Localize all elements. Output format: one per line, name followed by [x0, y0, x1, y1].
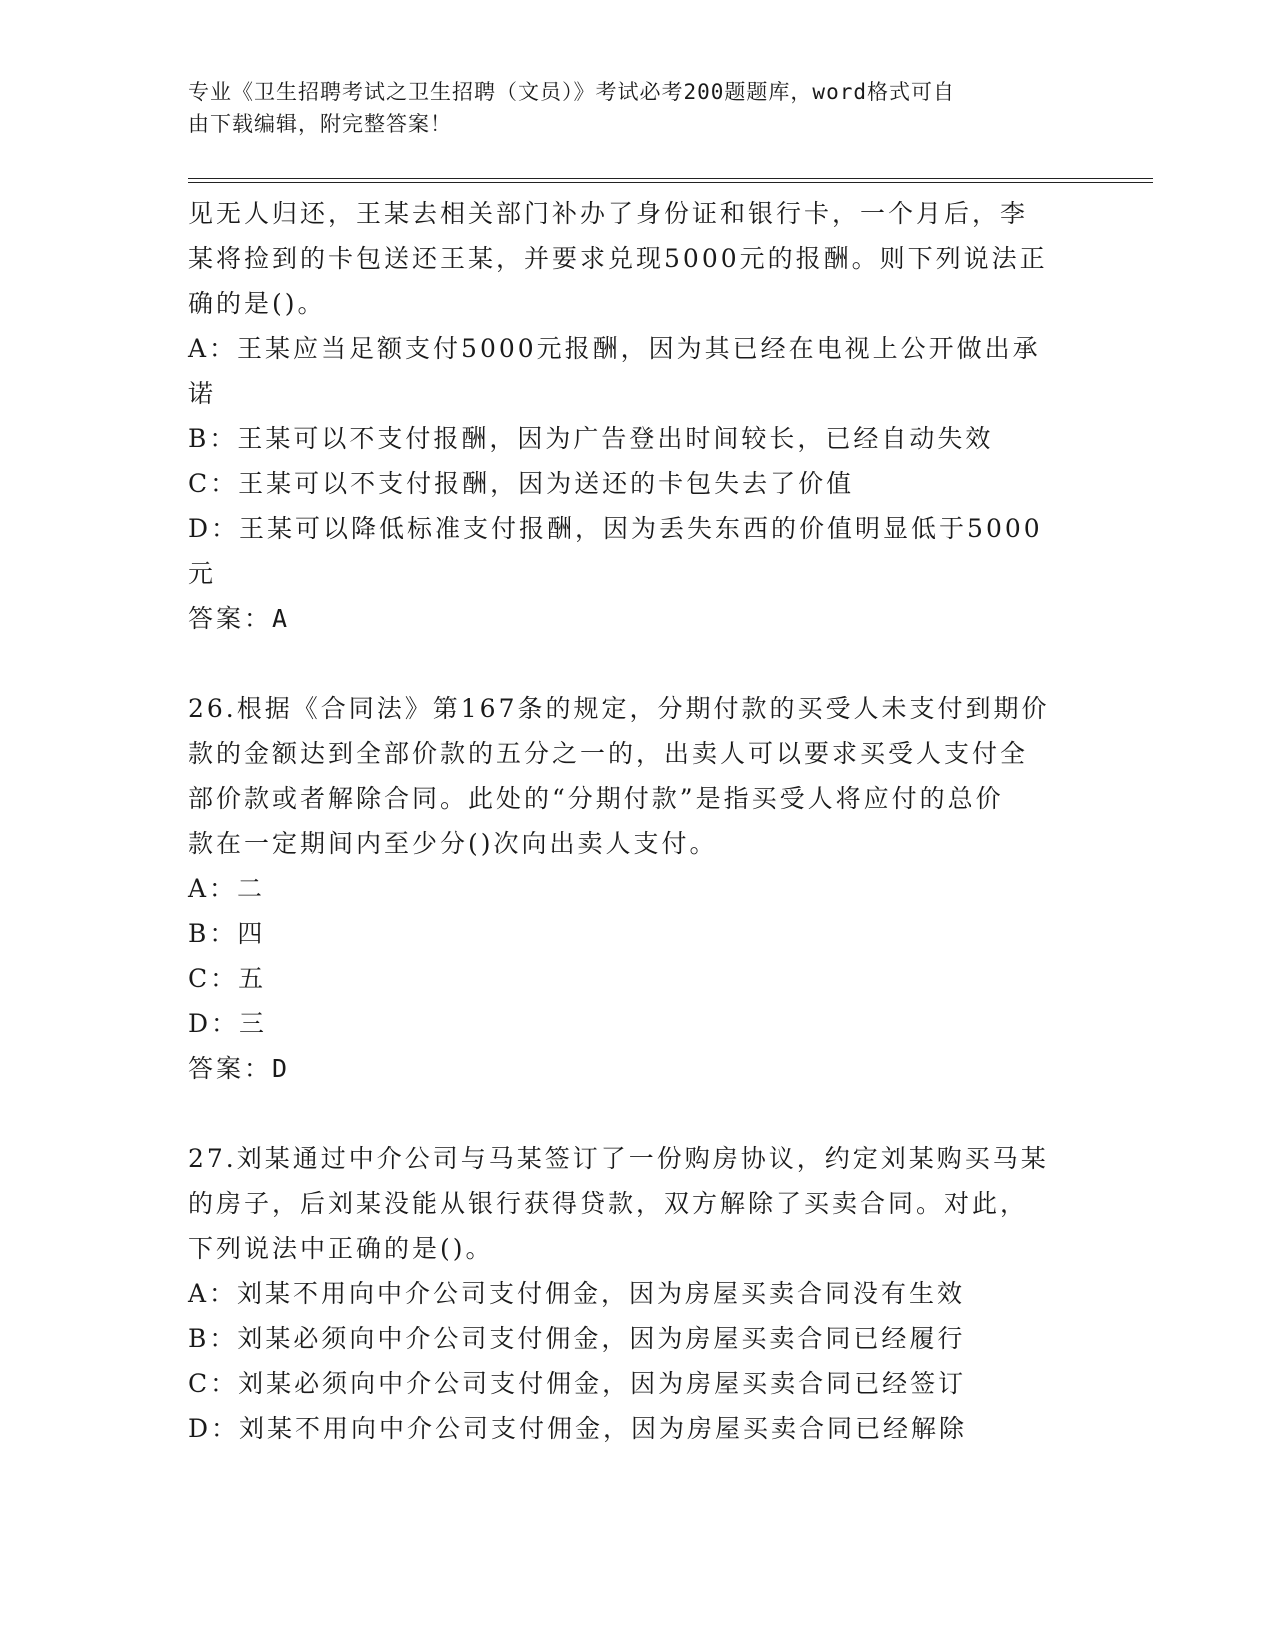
question-26 — [188, 686, 1108, 1091]
option-c: C：王某可以不支付报酬，因为送还的卡包失去了价值 — [188, 469, 855, 498]
answer-value: A — [272, 604, 291, 633]
question-stem-line: 款的金额达到全部价款的五分之一的，出卖人可以要求买受人支付全 — [188, 739, 1029, 768]
question-stem-line: 27.刘某通过中介公司与马某签订了一份购房协议，约定刘某购买马某 — [188, 1144, 1049, 1173]
spacer — [188, 1091, 1108, 1136]
spacer — [188, 641, 1108, 686]
answer-line — [188, 1046, 1108, 1091]
question-stem-line: 的房子，后刘某没能从银行获得贷款，双方解除了买卖合同。对此， — [188, 1189, 1029, 1218]
header-line-1: 专业《卫生招聘考试之卫生招聘（文员）》考试必考200题题库，word格式可自 — [188, 80, 955, 104]
question-stem-line: 款在一定期间内至少分()次向出卖人支付。 — [188, 829, 718, 858]
option-b: B：刘某必须向中介公司支付佣金，因为房屋买卖合同已经履行 — [188, 1324, 966, 1353]
option-d: D：三 — [188, 1009, 268, 1038]
option-a-continued: 诺 — [188, 379, 217, 408]
question-stem-line: 某将捡到的卡包送还王某，并要求兑现5000元的报酬。则下列说法正 — [188, 244, 1048, 273]
question-stem-line: 确的是()。 — [188, 289, 326, 318]
answer-label: 答案： — [188, 1054, 273, 1083]
option-d: D：王某可以降低标准支付报酬，因为丢失东西的价值明显低于5000 — [188, 514, 1043, 543]
header-divider — [188, 178, 1153, 183]
option-c: C：五 — [188, 964, 267, 993]
question-25 — [188, 191, 1108, 641]
option-c: C：刘某必须向中介公司支付佣金，因为房屋买卖合同已经签订 — [188, 1369, 967, 1398]
answer-line — [188, 596, 1108, 641]
question-stem-line: 26.根据《合同法》第167条的规定，分期付款的买受人未支付到期价 — [188, 694, 1050, 723]
question-stem-line: 下列说法中正确的是()。 — [188, 1234, 494, 1263]
answer-value: D — [272, 1054, 291, 1083]
document-header — [188, 76, 1068, 140]
document-body — [188, 191, 1108, 1451]
option-b: B：王某可以不支付报酬，因为广告登出时间较长，已经自动失效 — [188, 424, 994, 453]
option-a: A：刘某不用向中介公司支付佣金，因为房屋买卖合同没有生效 — [188, 1279, 966, 1308]
question-stem-line: 部价款或者解除合同。此处的“分期付款”是指买受人将应付的总价 — [188, 784, 1004, 813]
option-a: A：二 — [188, 874, 266, 903]
option-b: B：四 — [188, 919, 266, 948]
option-a: A：王某应当足额支付5000元报酬，因为其已经在电视上公开做出承 — [188, 334, 1041, 363]
question-27 — [188, 1136, 1108, 1451]
question-stem-line: 见无人归还，王某去相关部门补办了身份证和银行卡，一个月后，李 — [188, 199, 1029, 228]
answer-label: 答案： — [188, 604, 273, 633]
option-d-continued: 元 — [188, 559, 217, 588]
header-line-2: 由下载编辑，附完整答案！ — [188, 112, 452, 136]
option-d: D：刘某不用向中介公司支付佣金，因为房屋买卖合同已经解除 — [188, 1414, 968, 1443]
